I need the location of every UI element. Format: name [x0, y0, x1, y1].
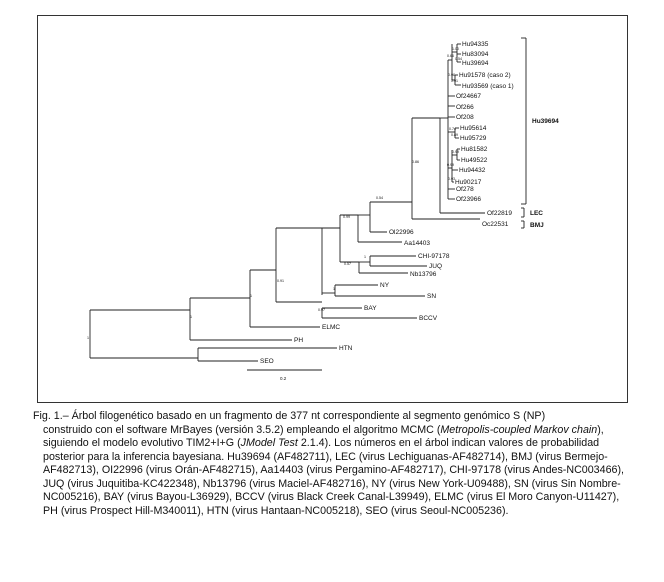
tip-label: Ol22996: [389, 229, 414, 236]
tip-label: Of24667: [456, 93, 481, 100]
tip-label: Hu39694: [462, 60, 489, 67]
support-value: 0.66: [447, 54, 454, 58]
tip-label: Aa14403: [404, 240, 431, 247]
support-value: 0.54: [455, 57, 462, 61]
support-value: 1: [87, 336, 89, 340]
support-value: 0.99: [343, 215, 350, 219]
support-value: 1: [190, 315, 192, 319]
support-value: 0.99: [447, 163, 454, 167]
caption-body: [33, 424, 633, 519]
support-value: 0.57: [344, 262, 351, 266]
tree-branches: [90, 38, 526, 370]
tip-label: Of278: [456, 186, 474, 193]
support-value: 0.93: [448, 177, 455, 181]
support-value: 1: [333, 287, 335, 291]
tip-label: Nb13796: [410, 271, 437, 278]
tip-label: BAY: [364, 305, 377, 312]
support-value: 0.86: [412, 160, 419, 164]
support-value: 0.91: [451, 79, 458, 83]
group-label-lec: LEC: [530, 210, 543, 217]
tip-label: Of208: [456, 114, 474, 121]
tip-label: Of266: [456, 104, 474, 111]
tip-label: Hu94432: [459, 167, 486, 174]
tip-label: Hu49522: [461, 157, 488, 164]
tip-label: Hu95614: [460, 125, 487, 132]
tip-label: Hu83094: [462, 51, 489, 58]
tip-label: SN: [427, 293, 437, 300]
scale-bar-label: 0.2: [280, 376, 287, 381]
tip-label: JUQ: [429, 263, 442, 270]
tip-label: Hu81582: [461, 146, 488, 153]
caption-lead: Fig. 1.– Árbol filogenético basado en un fragmento de 377 nt correspondiente al segmento genómico S (NP): [33, 410, 546, 422]
support-value: 0.99: [452, 150, 459, 154]
tip-labels: [260, 41, 514, 365]
support-value: 0.98: [448, 73, 455, 77]
tip-label: Hu93569 (caso 1): [462, 83, 514, 90]
support-value: 0.74: [449, 127, 456, 131]
support-value: 0.89: [451, 133, 458, 137]
tip-label: Of22819: [487, 210, 512, 217]
group-label-hu39694: Hu39694: [532, 118, 559, 125]
group-label-bmj: BMJ: [530, 222, 544, 229]
caption-text: construido con el software MrBayes (versión 3.5.2) empleando el algoritmo MCMC (: [43, 423, 441, 436]
tip-label: Hu95729: [460, 135, 487, 142]
tip-label: Oc22531: [482, 221, 509, 228]
caption-text: ), siguiendo el modelo evolutivo TIM2+I+G (: [43, 423, 604, 449]
support-value: 0.54: [376, 196, 383, 200]
tip-label: PH: [294, 337, 304, 344]
support-value: 0.97: [318, 308, 325, 312]
support-value: 1: [250, 294, 252, 298]
support-value: 0.91: [277, 279, 284, 283]
tip-label: CHI-97178: [418, 253, 450, 260]
support-value: 1.00: [452, 47, 459, 51]
caption-italic: Metropolis-coupled Markov chain: [440, 423, 598, 436]
tip-label: NY: [380, 282, 390, 289]
tip-label: HTN: [339, 345, 353, 352]
tip-label: Hu90217: [455, 179, 482, 186]
figure-caption: [33, 410, 633, 518]
caption-italic: JModel Test: [240, 437, 298, 449]
tip-label: BCCV: [419, 315, 438, 322]
tip-label: Hu91578 (caso 2): [459, 72, 511, 79]
tip-label: ELMC: [322, 324, 341, 331]
tip-label: SEO: [260, 358, 274, 365]
tip-label: Hu94335: [462, 41, 489, 48]
group-labels: [530, 118, 559, 229]
tip-label: Of23966: [456, 196, 481, 203]
support-value: 1: [364, 255, 366, 259]
caption-text: 2.1.4). Los números en el árbol indican valores de probabilidad posterior para la inferencia bayesiana. Hu39694 (AF482711), LEC (virus Lechiguanas-AF482714), BMJ (virus Bermejo-AF482713), OI22996 (virus Orán-AF482715), Aa14403 (virus Pergamino-AF482717), CHI-97178 (virus Andes-NC003466), JUQ (virus Juquitiba-KC422348), Nb13796 (virus Maciel-AF482716), NY (virus New York-U09488), SN (virus Sin Nombre-NC005216), BAY (virus Bayou-L36929), BCCV (virus Black Creek Canal-L39949), ELMC (virus El Moro Canyon-U11427), PH (virus Prospect Hill-M340011), HTN (virus Hantaan-NC005218), SEO (virus Seoul-NC005236).: [43, 437, 624, 517]
